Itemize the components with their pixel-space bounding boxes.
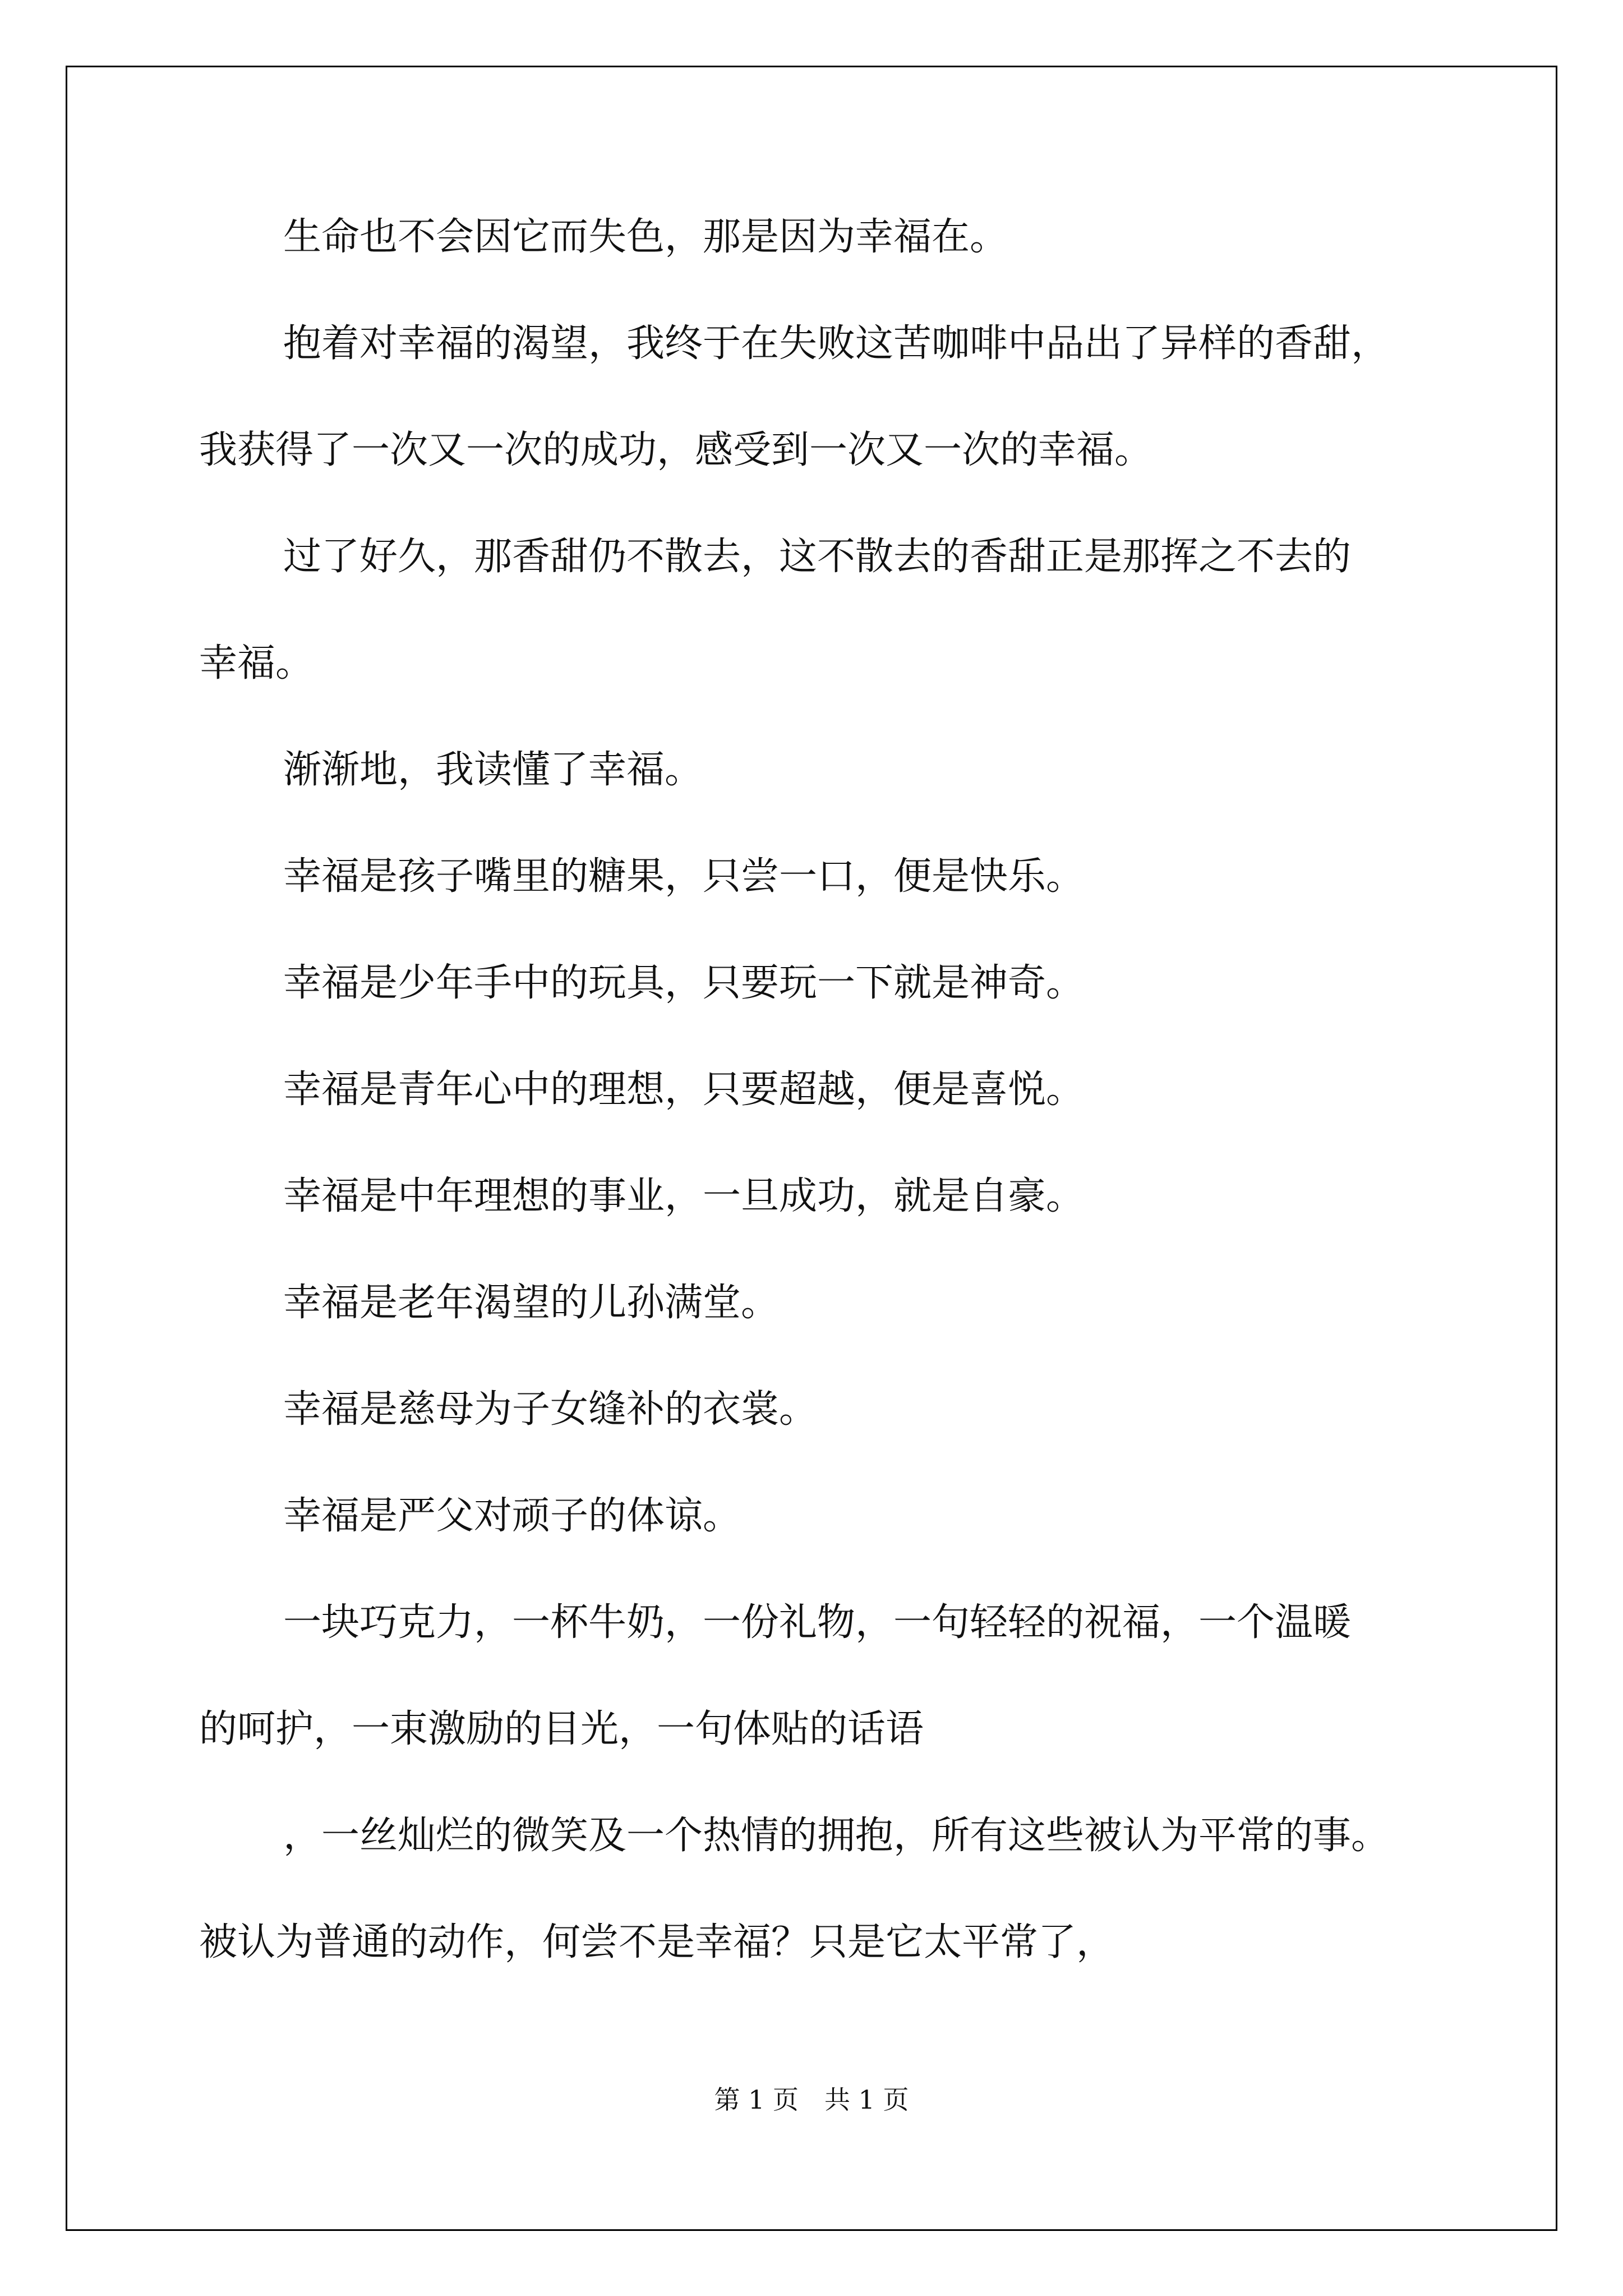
text-line: 抱着对幸福的渴望，我终于在失败这苦咖啡中品出了异样的香甜， xyxy=(283,321,1390,366)
text-line: 我获得了一次又一次的成功，感受到一次又一次的幸福。 xyxy=(199,428,1153,472)
page-number: 第 1 页 共 1 页 xyxy=(714,2085,909,2115)
text-line: 幸福是严父对顽子的体谅。 xyxy=(283,1494,741,1538)
text-line: 幸福是少年手中的玩具，只要玩一下就是神奇。 xyxy=(283,961,1085,1005)
text-line: 被认为普通的动作，何尝不是幸福？只是它太平常了， xyxy=(199,1920,1115,1964)
text-line: 的呵护，一束激励的目光，一句体贴的话语 xyxy=(199,1707,924,1751)
text-line: 一块巧克力，一杯牛奶，一份礼物，一句轻轻的祝福，一个温暖 xyxy=(283,1600,1352,1645)
text-line: 幸福是孩子嘴里的糖果，只尝一口，便是快乐。 xyxy=(283,854,1085,899)
text-line: 过了好久，那香甜仍不散去，这不散去的香甜正是那挥之不去的 xyxy=(283,535,1352,579)
page-border xyxy=(66,66,1557,2231)
text-line: ，一丝灿烂的微笑及一个热情的拥抱，所有这些被认为平常的事。 xyxy=(283,1814,1390,1858)
text-line: 幸福是中年理想的事业，一旦成功，就是自豪。 xyxy=(283,1174,1085,1218)
text-line: 幸福是青年心中的理想，只要超越，便是喜悦。 xyxy=(283,1068,1085,1112)
text-line: 渐渐地，我读懂了幸福。 xyxy=(283,748,703,792)
text-line: 幸福是慈母为子女缝补的衣裳。 xyxy=(283,1387,818,1432)
text-line: 生命也不会因它而失色，那是因为幸福在。 xyxy=(283,215,1008,259)
text-line: 幸福是老年渴望的儿孙满堂。 xyxy=(283,1281,780,1325)
text-line: 幸福。 xyxy=(199,641,314,685)
